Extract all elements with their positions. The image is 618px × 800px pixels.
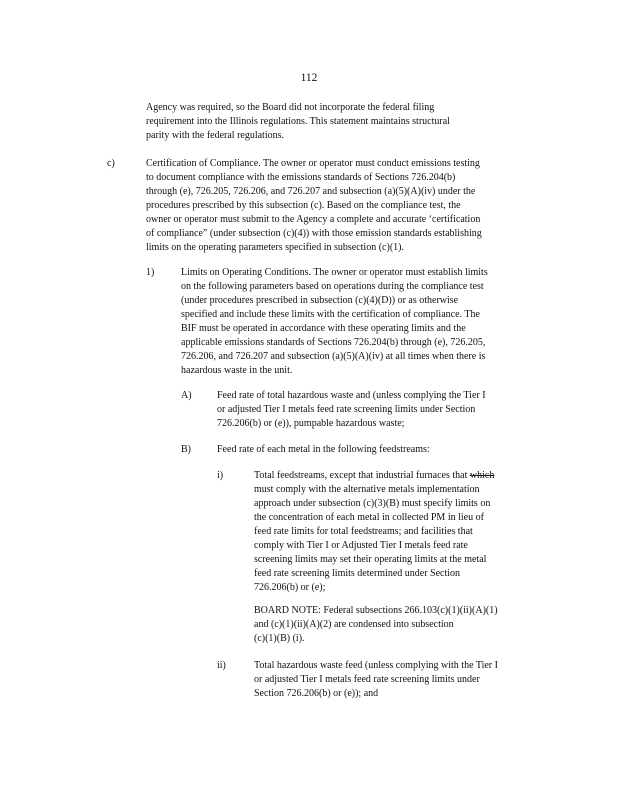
text-line: to document compliance with the emissions standards of Sections 726.204(b) <box>146 172 456 183</box>
text-line: Section 726.206(b) or (e)); and <box>254 688 379 699</box>
item-b-paragraph <box>217 443 547 457</box>
text-line: feed rate limits for total feedstreams; and facilities that <box>254 526 473 537</box>
text-line: parity with the federal regulations. <box>146 130 285 141</box>
struck-text: which <box>469 470 495 481</box>
text-line: or adjusted Tier I metals feed rate screening limits under Section <box>217 404 476 415</box>
item-a-label: A) <box>181 390 192 401</box>
text-line: (under procedures prescribed in subsection (c)(4)(D)) or as otherwise <box>181 295 459 306</box>
text-line: the concentration of each metal in collected PM in lieu of <box>254 512 484 523</box>
text-line: Limits on Operating Conditions. The owner or operator must establish limits <box>181 267 488 278</box>
intro-paragraph <box>146 101 526 143</box>
text-line: hazardous waste in the unit. <box>181 365 293 376</box>
text-line: procedures prescribed by this subsection (c). Based on the compliance test, the <box>146 200 461 211</box>
board-note <box>254 604 554 646</box>
item-a-paragraph <box>217 389 547 431</box>
text-line: Feed rate of total hazardous waste and (unless complying the Tier I <box>217 390 486 401</box>
item-i-paragraph <box>254 469 554 595</box>
text-line: BIF must be operated in accordance with these operating limits and the <box>181 323 466 334</box>
text-line: (c)(1)(B) (i). <box>254 633 305 644</box>
text-line: approach under subsection (c)(3)(B) must specify limits on <box>254 498 491 509</box>
text-segment: Total feedstreams, except that industrial furnaces that <box>254 470 470 481</box>
text-line: and (c)(1)(ii)(A)(2) are condensed into subsection <box>254 619 454 630</box>
text-line: Feed rate of each metal in the following feedstreams: <box>217 444 430 455</box>
text-line: must comply with the alternative metals implementation <box>254 484 480 495</box>
text-line <box>254 469 554 483</box>
page-number: 112 <box>300 72 318 84</box>
text-line: applicable emissions standards of Sections 726.204(b) through (e), 726.205, <box>181 337 486 348</box>
text-line: specified and include these limits with the certification of compliance. The <box>181 309 480 320</box>
text-line: BOARD NOTE: Federal subsections 266.103(c)(1)(ii)(A)(1) <box>254 605 498 616</box>
item-i-label: i) <box>217 470 224 481</box>
text-line: screening limits may set their operating limits at the metal <box>254 554 487 565</box>
text-line: 726.206, and 726.207 and subsection (a)(5)(A)(iv) at all times when there is <box>181 351 486 362</box>
text-line: through (e), 726.205, 726.206, and 726.207 and subsection (a)(5)(A)(iv) under the <box>146 186 476 197</box>
text-line: requirement into the Illinois regulations. This statement maintains structural <box>146 116 450 127</box>
text-line: 726.206(b) or (e)), pumpable hazardous waste; <box>217 418 405 429</box>
text-line: Total hazardous waste feed (unless complying with the Tier I <box>254 660 498 671</box>
text-line: 726.206(b) or (e); <box>254 582 326 593</box>
text-line: limits on the operating parameters specified in subsection (c)(1). <box>146 242 404 253</box>
item-1-label: 1) <box>146 267 155 278</box>
text-line: on the following parameters based on operations during the compliance test <box>181 281 484 292</box>
text-line: Agency was required, so the Board did not incorporate the federal filing <box>146 102 435 113</box>
item-b-label: B) <box>181 444 191 455</box>
item-ii-paragraph <box>254 659 554 701</box>
text-line: feed rate screening limits determined under Section <box>254 568 461 579</box>
section-c-paragraph <box>146 157 546 255</box>
text-line: owner or operator must submit to the Agency a complete and accurate ‘certification <box>146 214 481 225</box>
section-c-label: c) <box>107 158 115 169</box>
text-line: or adjusted Tier I metals feed rate screening limits under <box>254 674 480 685</box>
text-line: comply with Tier I or Adjusted Tier I metals feed rate <box>254 540 468 551</box>
text-line: of compliance” (under subsection (c)(4)) with those emission standards establishing <box>146 228 482 239</box>
text-line: Certification of Compliance. The owner or operator must conduct emissions testing <box>146 158 480 169</box>
item-ii-label: ii) <box>217 660 226 671</box>
item-1-paragraph <box>181 266 551 378</box>
